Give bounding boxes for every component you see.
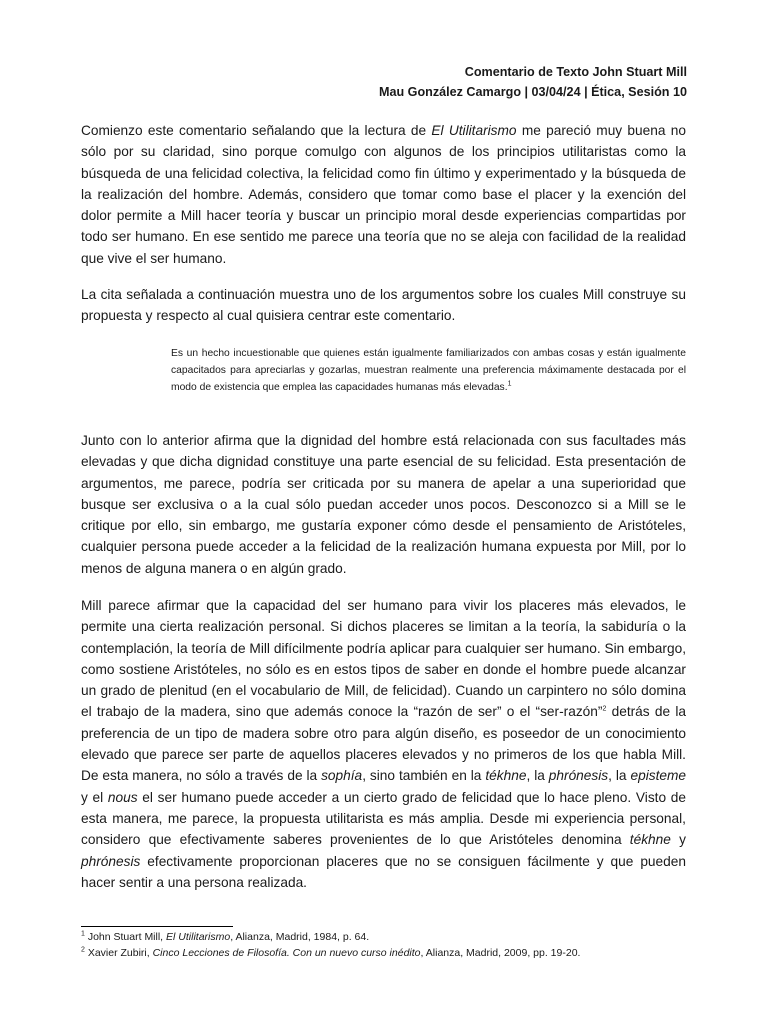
paragraph-citation-intro: La cita señalada a continuación muestra uno de los argumentos sobre los cuales Mill construye su propuesta y respecto al cual quisiera centrar este comentario. xyxy=(81,287,686,324)
footnote-ref-2[interactable]: 2 xyxy=(602,705,607,713)
footnote-separator xyxy=(81,926,233,927)
document-header xyxy=(379,62,687,102)
book-title-italic: El Utilitarismo xyxy=(431,123,517,138)
footnote-1: $^1$ John Stuart Mill, El Utilitarismo, Alianza, Madrid, 1984, p. 64. xyxy=(81,930,370,943)
header-author-date-session: Mau González Camargo | 03/04/24 | Ética, Sesión 10 xyxy=(378,85,687,99)
paragraph-aristotle: Mill parece afirmar que la capacidad del ser humano para vivir los placeres más elevados, le permite una cierta realización personal. Si dichos placeres se limitan a la teoría, la sabiduría o la contemplación, la teoría de Mill difícilmente podría aplicar para cualquier ser humano. Sin embargo, como sostiene Aristóteles, no sólo es en estos tipos de saber en donde el hombre puede alcanzar un grado de plenitud (en el vocabulario de Mill, de felicidad). Cuando un carpintero no sólo domina el trabajo de la madera, sino que además conoce la “razón de ser” o el “ser-razón”$^2$ detrás de la preferencia de un tipo de madera sobre otro para algún diseño, es poseedor de un conocimiento elevado que parece ser parte de aquellos placeres elevados y no primeros de los que habla Mill. De esta manera, no sólo a través de la sophía, sino también en la tékhne, la phrónesis, la episteme y el nous el ser humano puede acceder a un cierto grado de felicidad que lo hace pleno. Visto de esta manera, me parece, la propuesta utilitarista es más amplia. Desde mi experiencia personal, considero que efectivamente saberes provenientes de lo que Aristóteles denomina tékhne y phrónesis efectivamente proporcionan placeres que no se consiguen fácilmente y que pueden hacer sentir a una persona realizada. xyxy=(81,598,687,890)
footnote-2: $^2$ Xavier Zubiri, Cinco Lecciones de Filosofía. Con un nuevo curso inédito, Alianza, Madrid, 2009, pp. 19-20. xyxy=(81,946,581,959)
block-quote: Es un hecho incuestionable que quienes están igualmente familiarizados con ambas cosas y están igualmente capacitados para apreciarlas y gozarlas, muestran realmente una preferencia máximamente destacada por el modo de existencia que emplea las capacidades humanas más elevadas.$^1$ xyxy=(171,348,686,394)
footnote-ref-1[interactable]: 1 xyxy=(507,380,512,388)
paragraph-intro: Comienzo este comentario señalando que la lectura de El Utilitarismo me pareció muy buena no sólo por su claridad, sino porque comulgo con algunos de los principios utilitaristas como la búsqueda de una felicidad colectiva, la felicidad como fin último y experimentado y la búsqueda de la realización del hombre. Además, considero que tomar como base el placer y la exención del dolor permite a Mill hacer teoría y buscar un principio moral desde experiencias compartidas por todo ser humano. En ese sentido me parece una teoría que no se aleja con facilidad de la realidad que vive el ser humano. xyxy=(81,123,686,266)
header-title: Comentario de Texto John Stuart Mill xyxy=(464,65,687,79)
paragraph-dignity: Junto con lo anterior afirma que la dignidad del hombre está relacionada con sus facultades más elevadas y que dicha dignidad constituye una parte esencial de su felicidad. Esta presentación de argumentos, me parece, podría ser criticada por su manera de apelar a una superioridad que busque ser exclusiva o a la cual sólo puedan acceder unos pocos. Desconozco si a Mill se le critique por ello, sin embargo, me gustaría exponer cómo desde el pensamiento de Aristóteles, cualquier persona puede acceder a la felicidad de la realización humana expuesta por Mill, por lo menos de alguna manera o en algún grado. xyxy=(81,433,686,576)
footnotes xyxy=(81,930,686,961)
